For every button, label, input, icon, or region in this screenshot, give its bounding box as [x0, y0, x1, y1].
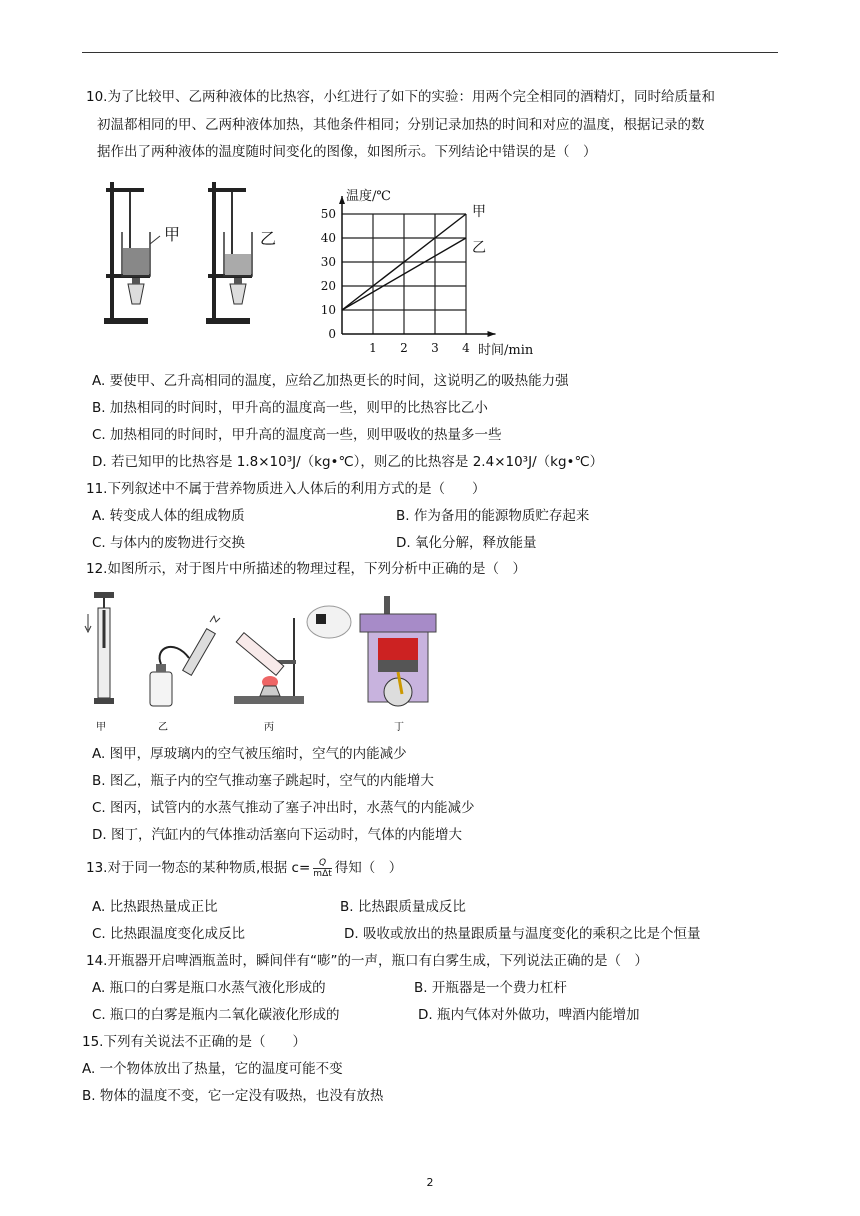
q12-option-a: A. 图甲，厚玻璃内的空气被压缩时，空气的内能减少 [92, 746, 407, 762]
q15-option-a: A. 一个物体放出了热量，它的温度可能不变 [82, 1061, 343, 1077]
y-tick-label: 20 [320, 279, 336, 293]
q12-label-jia: 甲 [96, 722, 106, 733]
y-axis-label: 温度/℃ [346, 189, 391, 204]
q12-option-d: D. 图丁，汽缸内的气体推动活塞向下运动时，气体的内能增大 [92, 827, 462, 843]
page-number: 2 [426, 1176, 434, 1189]
x-tick-label: 3 [431, 341, 439, 355]
q10-apparatus-figure [100, 178, 330, 330]
y-tick-label: 10 [320, 303, 336, 317]
q13-stem-pre: 13.对于同一物态的某种物质,根据 c= [86, 860, 311, 876]
q13-option-d: D. 吸收或放出的热量跟质量与温度变化的乘积之比是个恒量 [344, 926, 701, 942]
q11-option-b: B. 作为备用的能源物质贮存起来 [396, 508, 590, 524]
q12-label-ding: 丁 [394, 722, 404, 733]
q12-figure-bing [234, 606, 351, 733]
q10-option-d: D. 若已知甲的比热容是 1.8×10³J/（kg•℃），则乙的比热容是 2.4×10³J/（kg•℃） [92, 454, 604, 470]
x-axis-arrow [488, 331, 496, 337]
q14-option-a: A. 瓶口的白雾是瓶口水蒸气液化形成的 [92, 980, 326, 996]
q12-label-yi: 乙 [158, 722, 168, 733]
q10-temperature-chart [320, 182, 560, 357]
q12-figure-yi [150, 616, 220, 733]
q15-option-b: B. 物体的温度不变，它一定没有吸热，也没有放热 [82, 1088, 384, 1104]
q12-stem: 12.如图所示，对于图片中所描述的物理过程，下列分析中正确的是（ ） [86, 561, 526, 577]
q15-stem: 15.下列有关说法不正确的是（ ） [82, 1034, 306, 1050]
q12-figure-ding [360, 596, 436, 733]
series-label-1: 甲 [472, 204, 486, 220]
q14-option-b: B. 开瓶器是一个费力杠杆 [414, 980, 567, 996]
q12-label-bing: 丙 [264, 722, 274, 733]
q11-option-d: D. 氧化分解，释放能量 [396, 535, 537, 551]
header-rule [82, 52, 778, 53]
y-tick-label: 0 [328, 327, 336, 341]
q10-option-c: C. 加热相同的时间时，甲升高的温度高一些，则甲吸收的热量多一些 [92, 427, 502, 443]
q13-option-c: C. 比热跟温度变化成反比 [92, 926, 246, 942]
q13-frac-numerator: Q [313, 858, 331, 869]
y-tick-label: 50 [320, 207, 336, 221]
q10-stem-line3: 据作出了两种液体的温度随时间变化的图像，如图所示。下列结论中错误的是（ ） [97, 144, 597, 160]
x-tick-label: 4 [462, 341, 470, 355]
q12-option-b: B. 图乙，瓶子内的空气推动塞子跳起时，空气的内能增大 [92, 773, 434, 789]
y-tick-label: 40 [320, 231, 336, 245]
q10-label-jia: 甲 [164, 225, 181, 244]
x-tick-label: 1 [369, 341, 377, 355]
q12-option-c: C. 图丙，试管内的水蒸气推动了塞子冲出时，水蒸气的内能减少 [92, 800, 475, 816]
q10-option-b: B. 加热相同的时间时，甲升高的温度高一些，则甲的比热容比乙小 [92, 400, 488, 416]
q14-stem: 14.开瓶器开启啤酒瓶盖时，瞬间伴有“嘭”的一声，瓶口有白雾生成，下列说法正确的是（ ） [86, 953, 648, 969]
y-tick-label: 30 [320, 255, 336, 269]
q10-stem-line1: 10.为了比较甲、乙两种液体的比热容，小红进行了如下的实验：用两个完全相同的酒精灯，同时给质量和 [86, 89, 715, 105]
q13-formula-fraction [313, 858, 331, 879]
q10-stem-line2: 初温都相同的甲、乙两种液体加热，其他条件相同；分别记录加热的时间和对应的温度，根据记录的数 [97, 117, 705, 133]
x-axis-label: 时间/min [478, 343, 534, 357]
q14-option-c: C. 瓶口的白雾是瓶内二氧化碳液化形成的 [92, 1007, 340, 1023]
q11-option-c: C. 与体内的废物进行交换 [92, 535, 246, 551]
q12-figure-jia [85, 592, 114, 733]
q13-stem [86, 856, 402, 880]
q12-process-figures [84, 588, 454, 736]
q13-frac-denominator: mΔt [313, 868, 332, 879]
q13-option-a: A. 比热跟热量成正比 [92, 899, 218, 915]
y-axis-arrow [339, 196, 345, 204]
series-label-2: 乙 [472, 240, 486, 256]
q13-option-b: B. 比热跟质量成反比 [340, 899, 466, 915]
q10-label-yi: 乙 [260, 229, 277, 248]
x-tick-label: 2 [400, 341, 408, 355]
q13-stem-post: 得知（ ） [334, 860, 403, 876]
q10-option-a: A. 要使甲、乙升高相同的温度，应给乙加热更长的时间，这说明乙的吸热能力强 [92, 373, 569, 389]
q14-option-d: D. 瓶内气体对外做功，啤酒内能增加 [418, 1007, 640, 1023]
q11-option-a: A. 转变成人体的组成物质 [92, 508, 245, 524]
q11-stem: 11.下列叙述中不属于营养物质进入人体后的利用方式的是（ ） [86, 481, 486, 497]
